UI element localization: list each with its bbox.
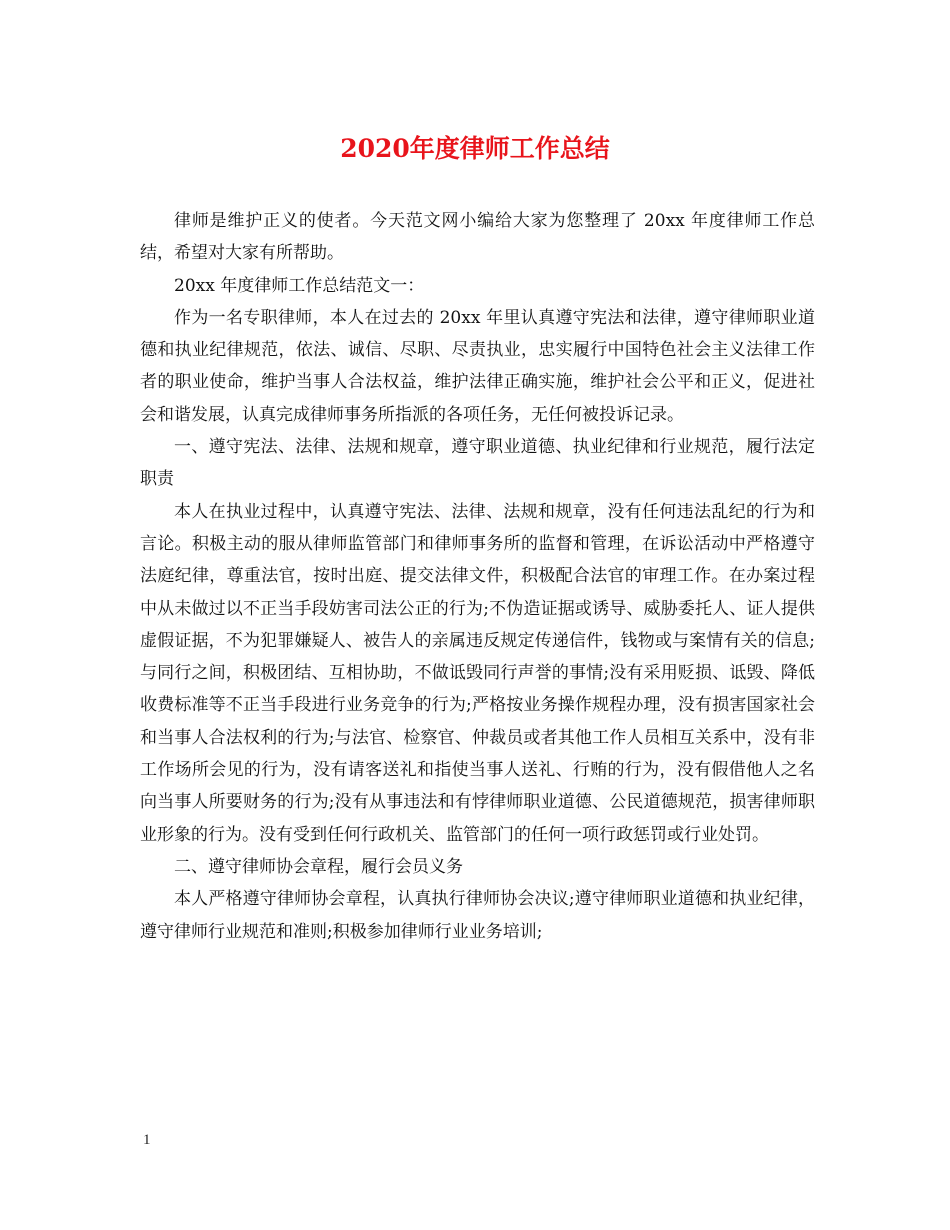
page-number: 1: [143, 1132, 151, 1148]
paragraph-overview: 作为一名专职律师，本人在过去的 20xx 年里认真遵守宪法和法律，遵守律师职业道德和执业纪律规范，依法、诚信、尽职、尽责执业，忠实履行中国特色社会主义法律工作者的职业使命，维护当事人合法权益，维护法律正确实施，维护社会公平和正义，促进社会和谐发展，认真完成律师事务所指派的各项任务，无任何被投诉记录。: [140, 307, 815, 425]
paragraph-intro: 律师是维护正义的使者。今天范文网小编给大家为您整理了 20xx 年度律师工作总结，希望对大家有所帮助。: [140, 211, 815, 264]
paragraph-sample-heading: 20xx 年度律师工作总结范文一：: [174, 275, 425, 296]
section-heading-1: 一、遵守宪法、法律、法规和规章，遵守职业道德、执业纪律和行业规范，履行法定职责: [140, 437, 815, 490]
paragraph-section-2: 本人严格遵守律师协会章程，认真执行律师协会决议;遵守律师职业道德和执业纪律，遵守律师行业规范和准则;积极参加律师行业业务培训;: [140, 889, 815, 942]
document-title: 2020年度律师工作总结: [340, 134, 610, 163]
section-heading-2: 二、遵守律师协会章程，履行会员义务: [174, 856, 463, 877]
document-body: [140, 205, 815, 948]
paragraph-section-1: 本人在执业过程中，认真遵守宪法、法律、法规和规章，没有任何违法乱纪的行为和言论。积极主动的服从律师监管部门和律师事务所的监督和管理，在诉讼活动中严格遵守法庭纪律，尊重法官，按时出庭、提交法律文件，积极配合法官的审理工作。在办案过程中从未做过以不正当手段妨害司法公正的行为;不伪造证据或诱导、威胁委托人、证人提供虚假证据，不为犯罪嫌疑人、被告人的亲属违反规定传递信件，钱物或与案情有关的信息;与同行之间，积极团结、互相协助，不做诋毁同行声誉的事情;没有采用贬损、诋毁、降低收费标准等不正当手段进行业务竞争的行为;严格按业务操作规程办理，没有损害国家社会和当事人合法权利的行为;与法官、检察官、仲裁员或者其他工作人员相互关系中，没有非工作场所会见的行为，没有请客送礼和指使当事人送礼、行贿的行为，没有假借他人之名向当事人所要财务的行为;没有从事违法和有悖律师职业道德、公民道德规范，损害律师职业形象的行为。没有受到任何行政机关、监管部门的任何一项行政惩罚或行业处罚。: [140, 501, 815, 845]
